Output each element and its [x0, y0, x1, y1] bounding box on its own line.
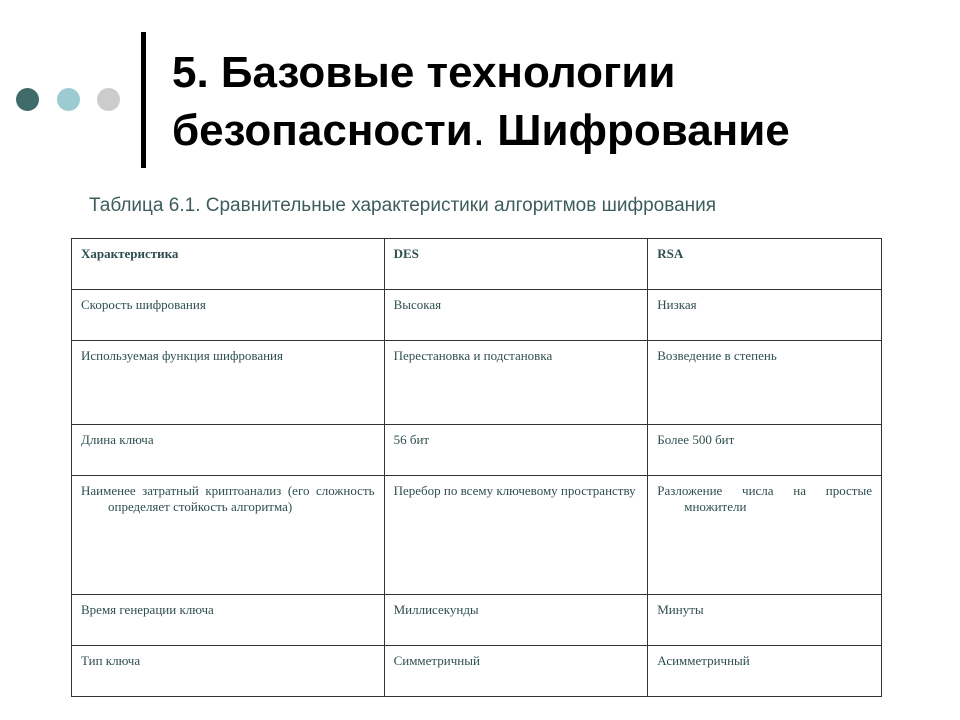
cell-rsa: Возведение в степень — [648, 341, 882, 425]
header-rsa: RSA — [648, 239, 882, 290]
header-characteristic: Характеристика — [72, 239, 385, 290]
bullet-dot-light — [57, 88, 80, 111]
cell-rsa: Разложение числа на простые множители — [648, 476, 882, 595]
title-sub: Шифрование — [485, 106, 790, 155]
bullet-dot-gray — [97, 88, 120, 111]
table-row — [72, 476, 882, 595]
table-row — [72, 646, 882, 697]
cell-rsa: Асимметричный — [648, 646, 882, 697]
title-main: 5. Базовые технологии безопасности — [172, 48, 676, 155]
cell-characteristic: Время генерации ключа — [72, 595, 385, 646]
cell-rsa: Низкая — [648, 290, 882, 341]
table-row — [72, 290, 882, 341]
table-caption: Таблица 6.1. Сравнительные характеристики алгоритмов шифрования — [89, 195, 717, 216]
cell-des: Высокая — [384, 290, 648, 341]
cell-rsa: Более 500 бит — [648, 425, 882, 476]
cell-rsa: Минуты — [648, 595, 882, 646]
table-row — [72, 425, 882, 476]
table-row — [72, 341, 882, 425]
header-des: DES — [384, 239, 648, 290]
table-row — [72, 595, 882, 646]
cell-characteristic: Используемая функция шифрования — [72, 341, 385, 425]
comparison-table — [71, 238, 882, 697]
title-divider — [141, 32, 146, 168]
cell-characteristic: Скорость шифрования — [72, 290, 385, 341]
cell-des: Миллисекунды — [384, 595, 648, 646]
cell-characteristic: Длина ключа — [72, 425, 385, 476]
cell-des: Перебор по всему ключевому пространству — [384, 476, 648, 595]
title-separator: . — [472, 106, 485, 155]
cell-des: Перестановка и подстановка — [384, 341, 648, 425]
cell-characteristic: Тип ключа — [72, 646, 385, 697]
bullet-dot-dark — [16, 88, 39, 111]
cell-characteristic: Наименее затратный криптоанализ (его сложность определяет стойкость алгоритма) — [72, 476, 385, 595]
table-header-row — [72, 239, 882, 290]
slide-title — [172, 44, 952, 160]
cell-des: 56 бит — [384, 425, 648, 476]
cell-des: Симметричный — [384, 646, 648, 697]
